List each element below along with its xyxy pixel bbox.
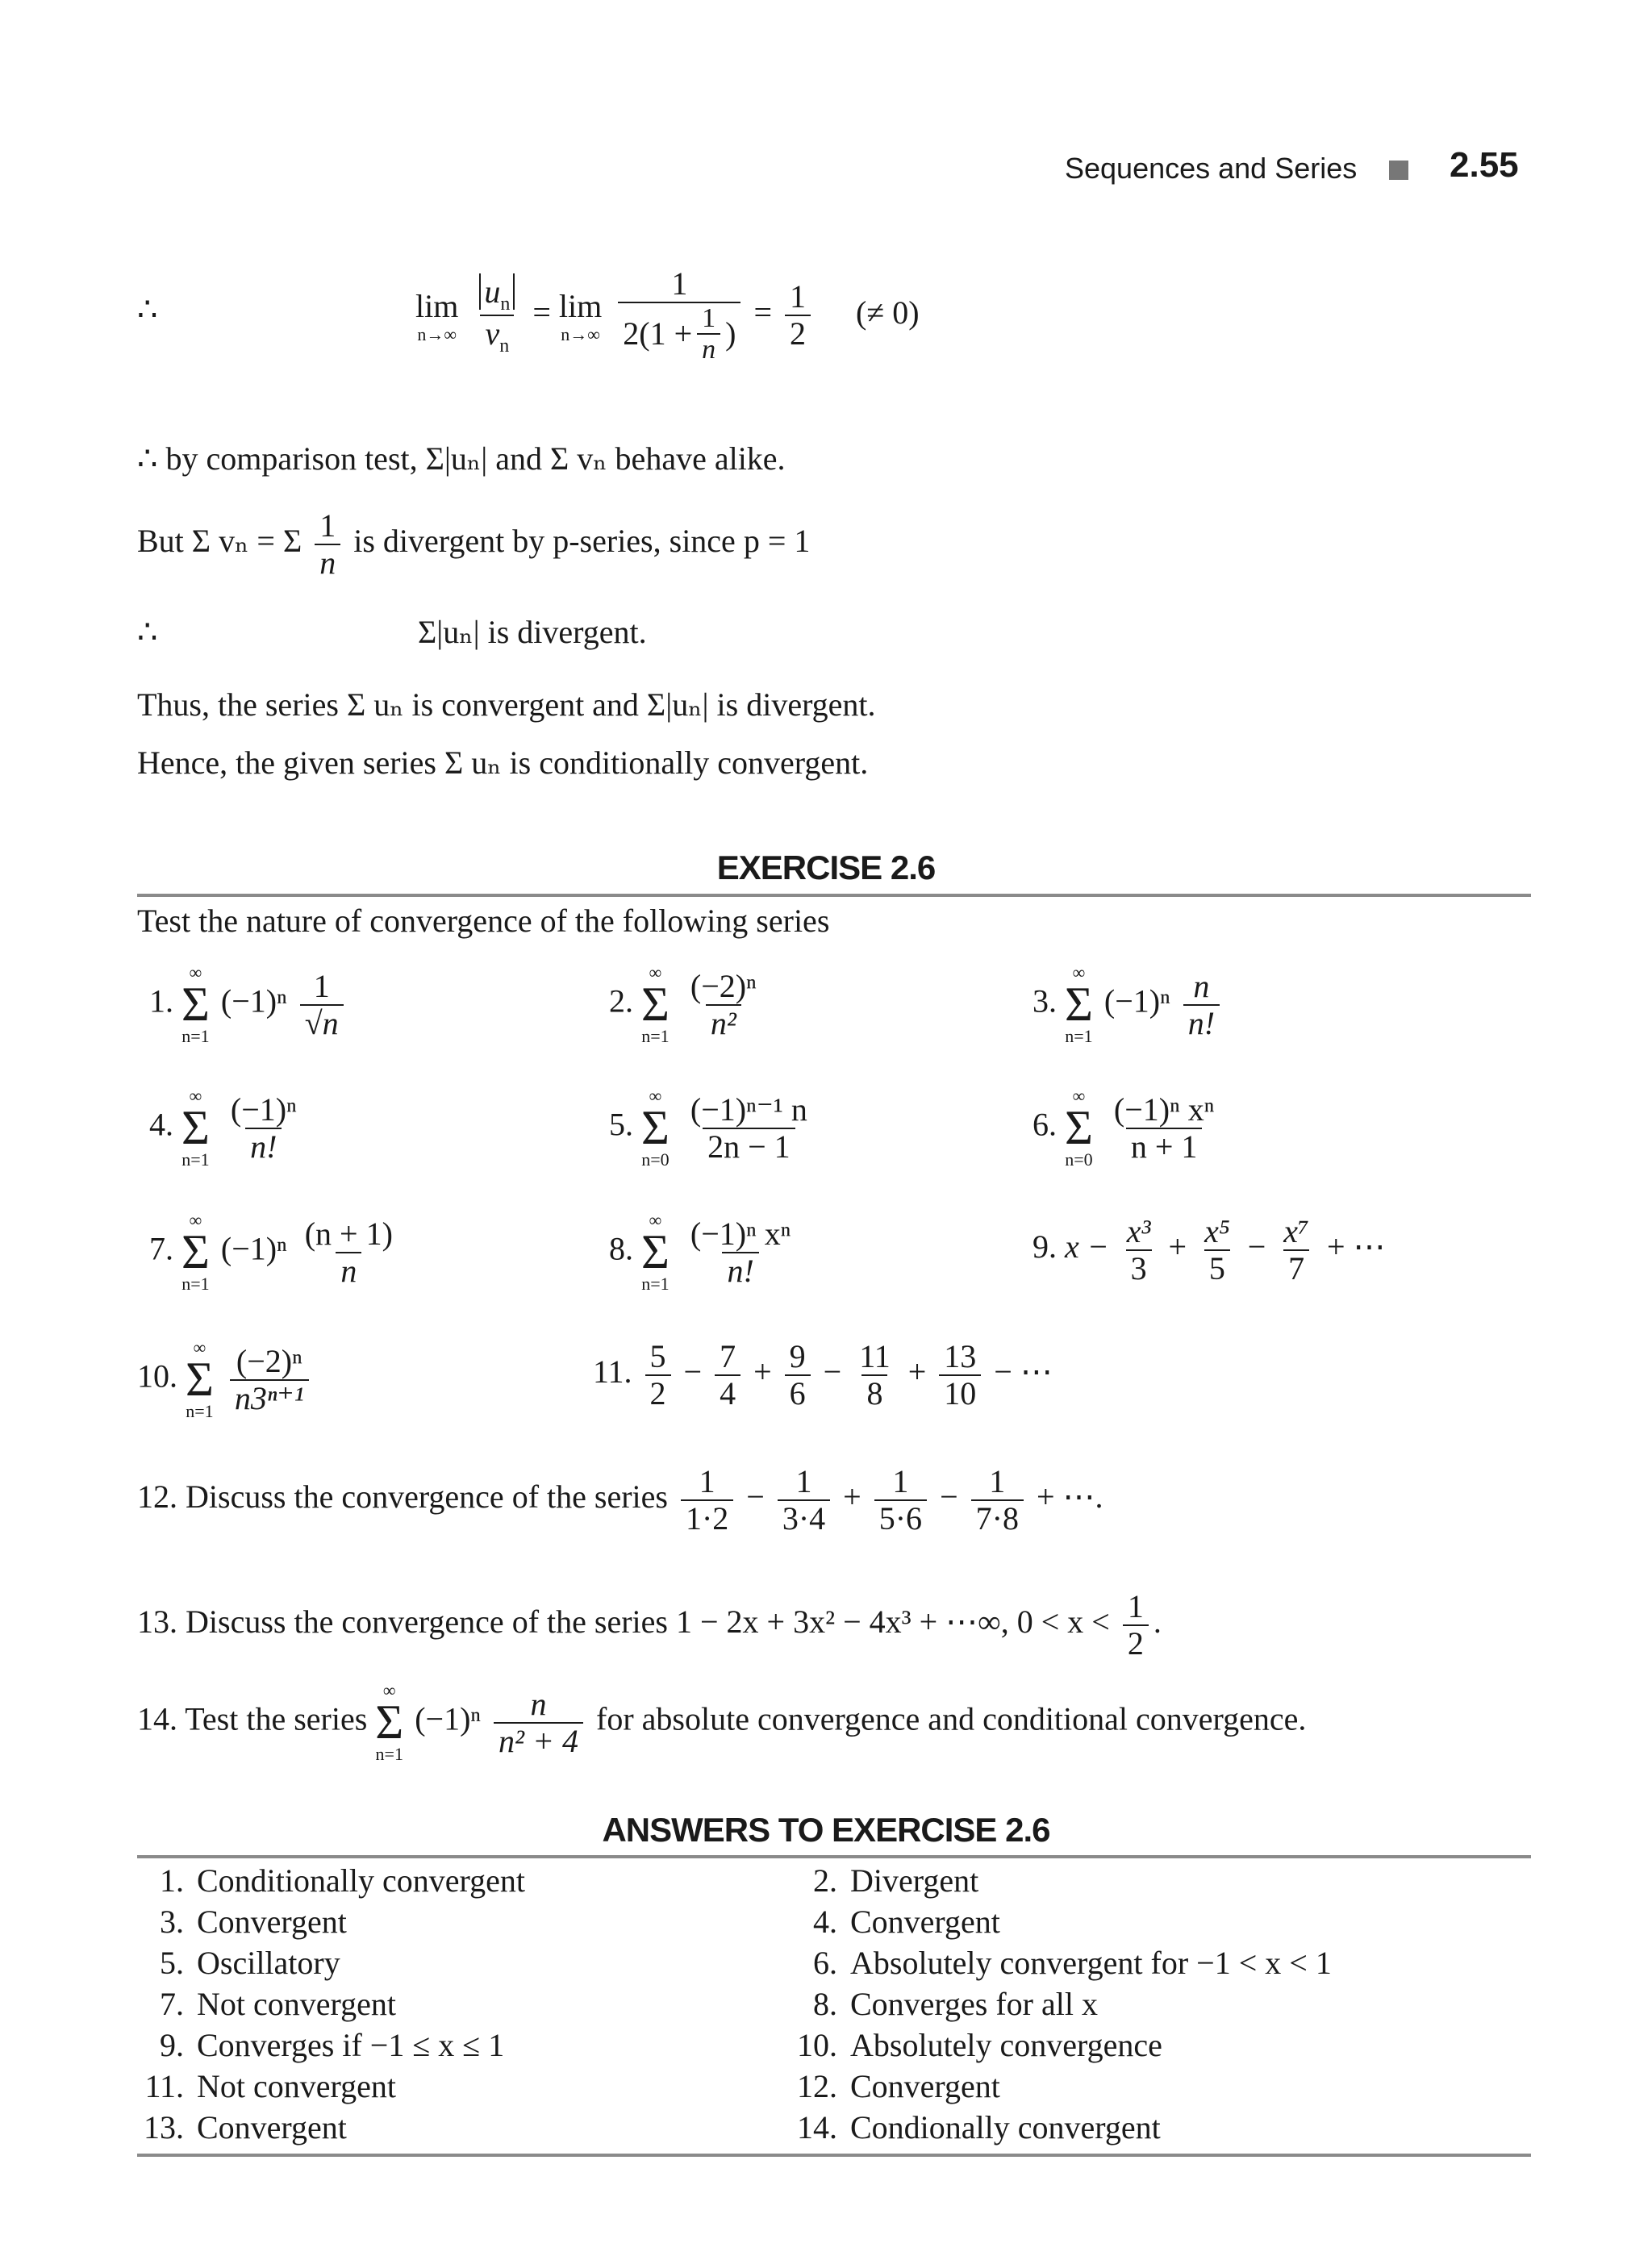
limit-equation: lim n→∞ $\frac{u_n}{v_n}$ = lim n→∞ 1 2(1 + $\frac{1}{n}$ ) = $\frac{1}{2}$ (≠ 0) <box>415 265 920 365</box>
exercise-item-11: 11. $\frac{5}{2}$ − $\frac{7}{4}$ + $\frac{9}{6}$ − $\frac{11}{8}$ + $\frac{13}{10}$ − ⋯ <box>593 1338 1053 1412</box>
exercise-item-8: 8. ∞ Σ n=1 $\frac{\text{(−1)ⁿ xⁿ}}{n!}$ <box>609 1210 791 1294</box>
exercise-item-7: 7. ∞ Σ n=1 (−1)ⁿ $\frac{(n + 1)}{n}$ <box>149 1210 393 1294</box>
exercise-item-2: 2. ∞ Σ n=1 $\frac{\text{(−2)ⁿ}}{\text{n²}}$ <box>609 962 757 1046</box>
exercise-item-13: 13. Discuss the convergence of the series 1 − 2x + 3x² − 4x³ + ⋯∞, 0 < x < $\frac{1}{2}$ . <box>137 1588 1162 1662</box>
exercise-item-1: 1. ∞ Σ n=1 (−1)ⁿ $\frac{1}{√n}$ <box>149 964 348 1045</box>
header-square-icon <box>1389 161 1408 180</box>
answer-row: 4. Convergent <box>813 1904 1000 1940</box>
answers-top-rule <box>137 1855 1531 1858</box>
answers-bottom-rule <box>137 2154 1531 2157</box>
ratio-fraction: $\frac{u_n}{v_n}$ <box>474 274 519 357</box>
running-header-title: Sequences and Series <box>1065 152 1358 185</box>
page-number: 2.55 <box>1450 145 1519 185</box>
lim-1: lim n→∞ <box>415 288 459 345</box>
exercise-item-6: 6. ∞ Σ n=0 $\frac{\text{(−1)ⁿ xⁿ}}{n + 1}$ <box>1032 1086 1215 1170</box>
answer-row: 3. Convergent <box>160 1904 347 1940</box>
exercise-item-5: 5. ∞ Σ n=0 $\frac{\text{(−1)ⁿ⁻¹ n}}{2n - 1}$ <box>609 1086 807 1170</box>
exercise-item-3: 3. ∞ Σ n=1 (−1)ⁿ $\frac{n}{n!}$ <box>1032 964 1224 1045</box>
answer-row: 12. Convergent <box>797 2068 1000 2104</box>
exercise-title: EXERCISE 2.6 <box>716 849 936 886</box>
lim-2: lim n→∞ <box>558 288 603 345</box>
u-symbol: u <box>484 273 501 310</box>
p-series-line: But Σ vₙ = Σ $\frac{1}{n}$ is divergent by p-series, since p = 1 <box>137 507 811 581</box>
hence-line: Hence, the given series Σ uₙ is conditionally convergent. <box>137 744 869 781</box>
not-zero-note: (≠ 0) <box>856 294 920 331</box>
exercise-item-14: 14. Test the series ∞ Σ n=1 (−1)ⁿ $\frac{n}{\text{n² + 4}}$ for absolute convergence and conditional convergence. <box>137 1680 1307 1764</box>
answer-row: 2. Divergent <box>813 1862 979 1899</box>
answers-right-column <box>774 1862 1332 2150</box>
limit-fraction: 1 2(1 + $\frac{1}{n}$ ) <box>618 266 740 365</box>
answer-row: 13. Convergent <box>144 2109 347 2145</box>
answer-row: 8. Converges for all x <box>813 1986 1098 2022</box>
therefore-symbol-2: ∴ <box>137 614 158 650</box>
divergent-line: Σ|uₙ| is divergent. <box>418 614 647 650</box>
answer-row: 11. Not convergent <box>144 2068 396 2104</box>
answer-row: 10. Absolutely convergence <box>797 2027 1162 2063</box>
answers-left-column <box>121 1862 525 2150</box>
answer-row: 5. Oscillatory <box>160 1945 340 1981</box>
exercise-intro: Test the nature of convergence of the following series <box>137 903 830 939</box>
exercise-item-12: 12. Discuss the convergence of the series $\frac{1}{1\cdot 2}$ − $\frac{1}{3\cdot 4}$ + $\frac{1}{5\cdot 6}$ − $\frac{1}{7\cdot 8}$ + ⋯. <box>137 1463 1103 1537</box>
therefore-symbol: ∴ <box>137 291 158 327</box>
comparison-line: ∴ by comparison test, Σ|uₙ| and Σ vₙ behave alike. <box>137 440 786 477</box>
answer-row: 14. Condionally convergent <box>797 2109 1161 2145</box>
answers-title: ANSWERS TO EXERCISE 2.6 <box>602 1811 1050 1849</box>
v-symbol: v <box>485 315 500 352</box>
answer-row: 7. Not convergent <box>160 1986 396 2022</box>
exercise-item-10: 10. ∞ Σ n=1 $\frac{\text{(−2)ⁿ}}{\text{n3ⁿ⁺¹}}$ <box>137 1339 314 1420</box>
exercise-item-4: 4. ∞ Σ n=1 $\frac{\text{(−1)ⁿ}}{n!}$ <box>149 1086 297 1170</box>
answer-row: 9. Converges if −1 ≤ x ≤ 1 <box>160 2027 505 2063</box>
exercise-rule <box>137 894 1531 897</box>
answer-row: 1. Conditionally convergent <box>160 1862 525 1899</box>
answer-row: 6. Absolutely convergent for −1 < x < 1 <box>813 1945 1332 1981</box>
exercise-item-9: 9. x − $\frac{\text{x³}}{3}$ + $\frac{\text{x⁵}}{5}$ − $\frac{\text{x⁷}}{7}$ + ⋯ <box>1032 1213 1386 1286</box>
thus-line: Thus, the series Σ uₙ is convergent and Σ|uₙ| is divergent. <box>137 686 876 723</box>
half-fraction: $\frac{1}{2}$ <box>785 279 811 352</box>
